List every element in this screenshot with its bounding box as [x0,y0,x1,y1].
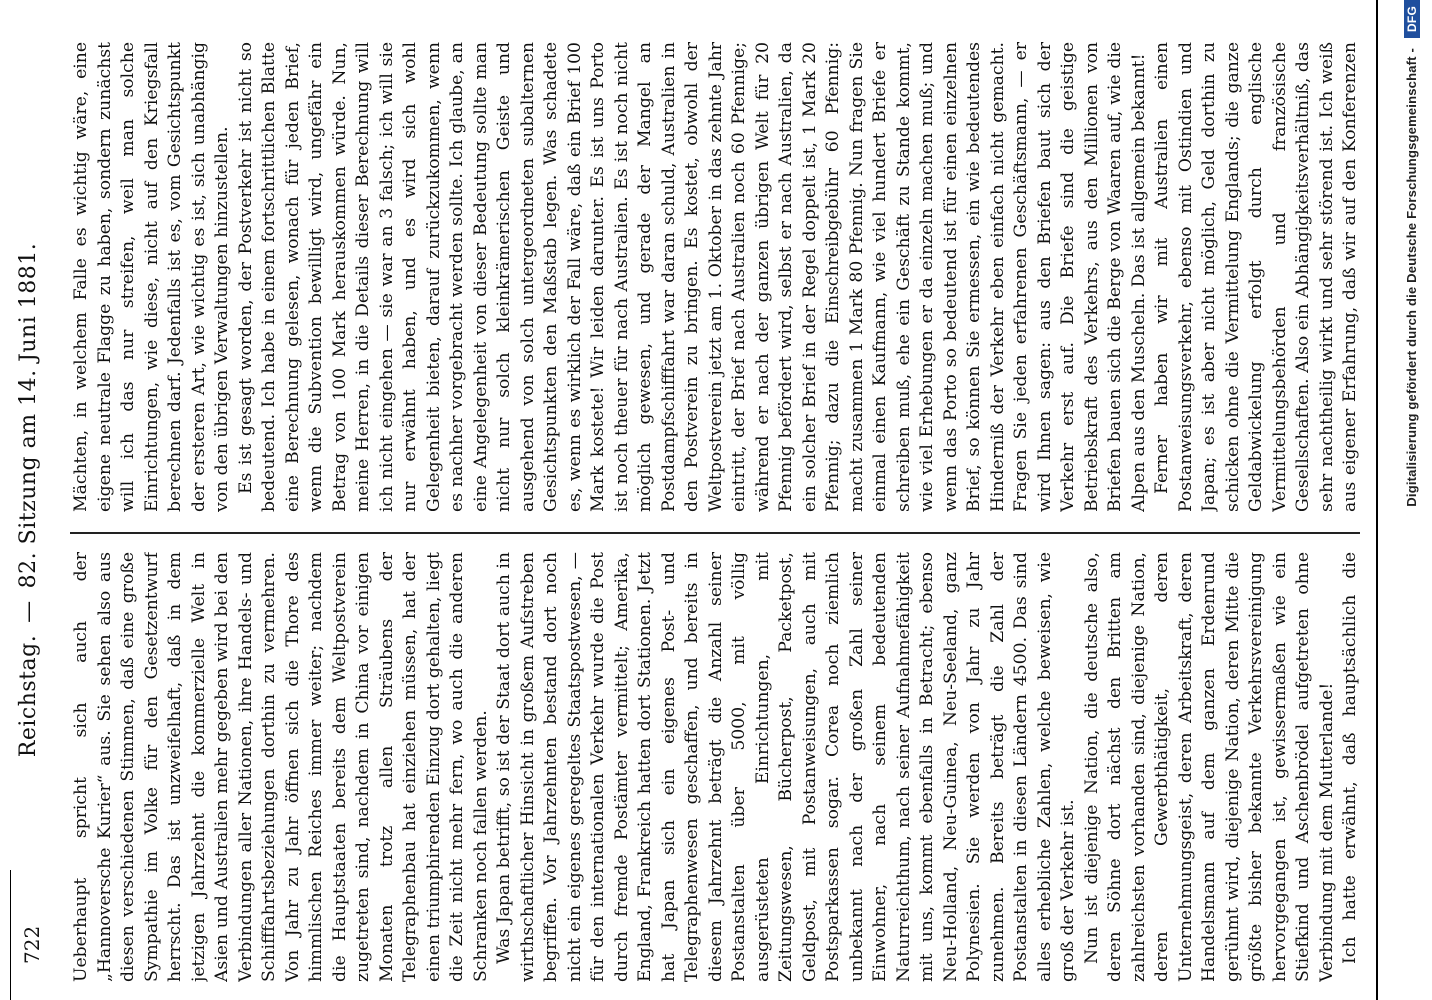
page-header [10,30,54,970]
text-column-right [70,42,1360,512]
paragraph: Mächten, in welchem Falle es wichtig wäre, eine eigene neutrale Flagge zu haben, sondern zunächst will ich das nur streifen, weil man solche Einrichtungen, wie diese, nicht auf den Kriegsfall berechnen darf. Jedenfalls ist es, vom Gesichtspunkt der ersteren Art, wie wichtig es ist, sich unabhängig von den übrigen Verwaltungen hinzustellen. [71,42,232,512]
page-number: 722 [20,925,44,964]
page-edge-line [1376,0,1378,1000]
column-divider [70,533,1360,535]
credit-text: Digitalisierung gefördert durch die Deutsche Forschungsgemeinschaft - [1404,47,1419,507]
digitization-credit [1404,0,1420,1000]
text-column-left [70,552,1360,982]
header-title: Reichstag. [16,634,41,758]
paragraph: Es ist gesagt worden, der Postverkehr ist nicht so bedeutend. Ich habe in einem fortschrittlichen Blatte eine Berechnung gelesen, wonach für jeden Brief, wenn die Subvention bewilligt wird, ungefähr ein Betrag von 100 Mark herauskommen würde. Nun, meine Herren, in die Details dieser Berechnung will ich nicht eingehen — sie war an 3 falsch; ich will sie nur erwähnt haben, und es wird sich wohl Gelegenheit bieten, darauf zurückzukommen, wenn es nachher vorgebracht werden sollte. Ich glaube, an eine Angelegenheit von dieser Bedeutung sollte man nicht nur solch kleinkrämerischen Geiste und ausgehend von solch untergeordneten subalternen Gesichtspunkten den Maßstab legen. Was schadete es, wenn es wirklich der Fall wäre, daß ein Brief 100 Mark kostete! Wir leiden darunter. Es ist uns Porto ist noch theuer für nach Australien. Es ist noch nicht möglich gewesen, und gerade der Mangel an Postdampfschifffahrt war daran schuld, Australien in den Postverein zu bringen. Es kostet, obwohl der Weltpostverein jetzt am 1. Oktober in das zehnte Jahr eintritt, der Brief nach Australien noch 60 Pfennige; während er nach der ganzen übrigen Welt für 20 Pfennig befördert wird, selbst er nach Australien, da ein solcher Brief in der Regel doppelt ist, 1 Mark 20 Pfennig; dazu die Einschreibgebühr 60 Pfennig: macht zusammen 1 Mark 80 Pfennig. Nun fragen Sie einmal einen Kaufmann, wie viel hundert Briefe er schreiben muß, ehe ein Geschäft zu Stande kommt, wie viel Erhebungen er da einzeln machen muß; und wenn das Porto so bedeutend ist für einen einzelnen Brief, so können Sie ermessen, ein wie bedeutendes Hinderniß der Verkehr eben einfach nicht gemacht. Fragen Sie jeden erfahrenen Geschäftsmann, — er wird Ihnen sagen: aus den Briefen baut sich der Verkehr erst auf. Die Briefe sind die geistige Betriebskraft des Verkehrs, aus den Millionen von Briefen bauen sich die Berge von Waaren auf, wie die Alpen aus den Muscheln. Das ist allgemein bekannt! [235,42,1149,512]
header-session: 82. Sitzung am 14. Juni 1881. [16,242,41,589]
header-dash: — [16,600,41,623]
paragraph: Was Japan betrifft, so ist der Staat dort auch in wirthschaftlicher Hinsicht in großem Aufstreben begriffen. Vor Jahrzehnten bestand dort noch nicht ein eigenes geregeltes Staatspostwesen, — für den internationalen Verkehr wurde die Post durch fremde Postämter vermittelt; Amerika, England, Frankreich hatten dort Stationen. Jetzt hat Japan sich ein eigenes Post- und Telegraphenwesen geschaffen, und bereits in diesem Jahrzehnt beträgt die Anzahl seiner Postanstalten über 5000, mit völlig ausgerüsteten Einrichtungen, mit Zeitungswesen, Bücherpost, Packetpost, Geldpost, mit Postanweisungen, auch mit Postsparkassen sogar. Corea noch ziemlich unbekannt nach der großen Zahl seiner Einwohner, nach seinem bedeutenden Naturreichthum, nach seiner Aufnahmefähigkeit mit uns, kommt ebenfalls in Betracht; ebenso Neu-Holland, Neu-Guinea, Neu-Seeland, ganz Polynesien. Sie werden von Jahr zu Jahr zunehmen. Bereits beträgt die Zahl der Postanstalten in diesen Ländern 4500. Das sind alles erhebliche Zahlen, welche beweisen, wie groß der Verkehr ist. [494,552,1078,982]
paragraph: Ferner haben wir mit Australien einen Postanweisungsverkehr, ebenso mit Ostindien und Japan; es ist aber nicht möglich, Geld dorthin zu schicken ohne die Vermittelung Englands; die ganze Geldabwickelung erfolgt durch englische Vermittelungsbehörden und französische Gesellschaften. Also ein Abhängigkeitsverhältniß, das sehr nachtheilig wirkt und sehr störend ist. Ich weiß aus eigener Erfahrung, daß wir auf den Konferenzen [1152,42,1360,512]
paragraph: Ich hatte erwähnt, daß hauptsächlich die [1340,552,1360,964]
dfg-logo: DFG [1404,0,1420,38]
paragraph: Ueberhaupt spricht sich auch der „Hannoversche Kurier“ aus. Sie sehen also aus diesen verschiedenen Stimmen, daß eine große Sympathie im Volke für den Gesetzentwurf herrscht. Das ist unzweifelhaft, daß in dem jetzigen Jahrzehnt die kommerzielle Welt in Asien und Australien mehr gegeben wird bei den Verbindungen aller Nationen, ihre Handels- und Schifffahrtsbeziehungen dorthin zu vermehren. Von Jahr zu Jahr öffnen sich die Thore des himmlischen Reiches immer weiter; nachdem die Hauptstaaten bereits dem Weltpostverein zugetreten sind, nachdem in China vor einigen Monaten trotz allen Sträubens der Telegraphenbau hat einziehen müssen, hat der einen triumphirenden Einzug dort gehalten, liegt die Zeit nicht mehr fern, wo auch die anderen Schranken noch fallen werden. [71,552,491,982]
running-head [16,30,41,970]
paragraph: Nun ist diejenige Nation, die deutsche also, deren Söhne dort nächst den Britten am zahlreichsten vorhanden sind, diejenige Nation, deren Gewerbthätigkeit, deren Unternehmungsgeist, deren Arbeitskraft, deren Handelsmann auf dem ganzen Erdenrund gerühmt wird, diejenige Nation, deren Mitte die größte bisher bekannte Verkehrsvereinigung hervorgegangen ist, gewissermaßen wie ein Stiefkind und Aschenbrödel aufgetreten ohne Verbindung mit dem Mutterlande! [1081,552,1337,982]
